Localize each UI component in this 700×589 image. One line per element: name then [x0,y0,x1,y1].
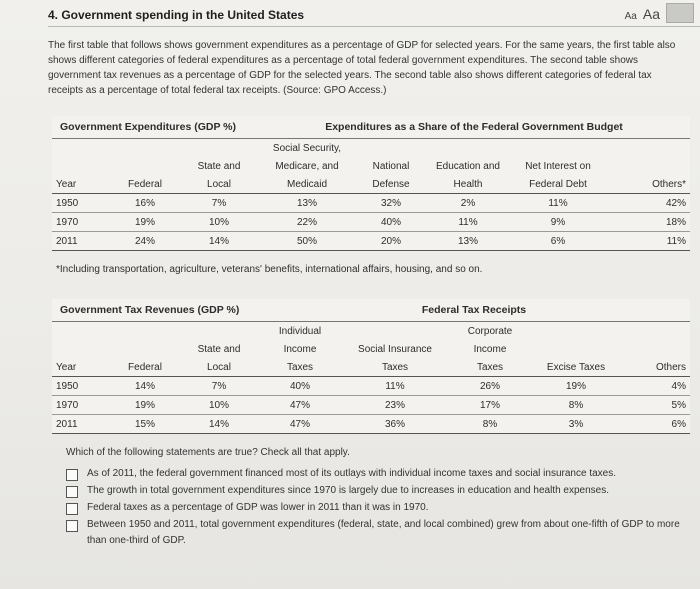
option-label: The growth in total government expenditures since 1970 is largely due to increases in education and health expenses. [87,485,609,496]
header-federal: Federal [110,358,180,377]
federal-budget-title: Expenditures as a Share of the Federal Government Budget [258,116,690,139]
cell-year: 1970 [52,396,110,415]
header-social-security-2: Medicare, and [275,161,339,172]
header-social-insurance-1: Social Insurance [358,344,432,355]
cell-state: 10% [180,213,258,232]
cell-education: 13% [426,232,510,251]
answer-option[interactable] [66,500,688,516]
header-social-insurance-2: Taxes [342,358,448,377]
cell-year: 2011 [52,415,110,434]
header-excise: Excise Taxes [532,358,620,377]
cell-interest: 6% [510,232,606,251]
font-size-controls [625,6,660,22]
header-corporate-1: Corporate [467,326,513,337]
header-defense-1: National [372,161,410,172]
cell-education: 11% [426,213,510,232]
header-education-1: Education and [436,161,500,172]
cell-state: 10% [180,396,258,415]
cell-social-insurance: 36% [342,415,448,434]
header-income-2: Income [283,344,317,355]
header-defense-2: Defense [356,175,426,194]
header-state-1: State and [197,344,241,355]
tax-revenues-table [52,299,690,434]
cell-corporate: 8% [448,415,532,434]
table-row [52,415,690,434]
option-label: Federal taxes as a percentage of GDP was lower in 2011 than it was in 1970. [87,502,429,513]
cell-interest: 9% [510,213,606,232]
cell-year: 2011 [52,232,110,251]
option-label: Between 1950 and 2011, total government expenditures (federal, state, and local combined) grew from about one-fifth of GDP to more than one-third of GDP. [87,519,680,546]
cell-corporate: 17% [448,396,532,415]
cell-others: 4% [620,377,690,396]
cell-others: 11% [606,232,690,251]
table-row [52,213,690,232]
cell-federal: 15% [110,415,180,434]
header-state-1: State and [197,161,241,172]
header-interest-2: Federal Debt [510,175,606,194]
checkbox[interactable] [66,486,78,498]
cell-others: 5% [620,396,690,415]
cell-federal: 19% [110,396,180,415]
increase-font-button[interactable]: Aa [642,6,660,22]
cell-state: 14% [180,232,258,251]
page-title: 4. Government spending in the United States [48,8,305,22]
table-row [52,232,690,251]
header-education-2: Health [426,175,510,194]
header-income-1: Individual [278,326,322,337]
cell-education: 2% [426,194,510,213]
cell-others: 42% [606,194,690,213]
cell-federal: 16% [110,194,180,213]
tax-revenues-gdp-title: Government Tax Revenues (GDP %) [52,299,258,322]
answer-option[interactable] [66,466,688,482]
header-state-2: Local [180,358,258,377]
checkbox[interactable] [66,469,78,481]
header-social-security-1: Social Security, [272,143,342,154]
option-label: As of 2011, the federal government financed most of its outlays with individual income taxes and social insurance taxes. [87,468,616,479]
header-federal: Federal [110,175,180,194]
header-social-security-3: Medicaid [258,175,356,194]
cell-others: 6% [620,415,690,434]
cell-income: 40% [258,377,342,396]
cell-federal: 24% [110,232,180,251]
cell-excise: 3% [532,415,620,434]
cell-social-security: 22% [258,213,356,232]
checkbox[interactable] [66,503,78,515]
header-interest-1: Net Interest on [525,161,591,172]
question-prompt: Which of the following statements are true? Check all that apply. [66,447,350,458]
federal-receipts-title: Federal Tax Receipts [258,299,690,322]
cell-corporate: 26% [448,377,532,396]
cell-state: 7% [180,194,258,213]
cell-state: 7% [180,377,258,396]
header-others: Others [620,358,690,377]
header-corporate-3: Taxes [448,358,532,377]
header-corporate-2: Income [473,344,507,355]
intro-paragraph: The first table that follows shows government expenditures as a percentage of GDP for selected years. For the same years, the first table also shows different categories of federal expenditures as a percentage of total federal government expenditures. The second table shows government tax revenues as a percentage of GDP for the selected years. The second table also shows different categories of federal tax receipts as a percentage of total federal tax receipts. (Source: GPO Access.) [48,40,676,96]
table-row [52,377,690,396]
cell-federal: 14% [110,377,180,396]
cell-excise: 19% [532,377,620,396]
cell-defense: 32% [356,194,426,213]
cell-defense: 20% [356,232,426,251]
cell-income: 47% [258,415,342,434]
table-row [52,396,690,415]
cell-social-insurance: 11% [342,377,448,396]
cell-social-security: 50% [258,232,356,251]
cell-year: 1970 [52,213,110,232]
answer-option[interactable] [66,517,688,549]
header-year: Year [52,358,110,377]
cell-interest: 11% [510,194,606,213]
answer-option[interactable] [66,483,688,499]
cell-income: 47% [258,396,342,415]
cell-year: 1950 [52,377,110,396]
checkbox[interactable] [66,520,78,532]
cell-year: 1950 [52,194,110,213]
cell-social-insurance: 23% [342,396,448,415]
expenditures-gdp-title: Government Expenditures (GDP %) [52,116,258,139]
expenditures-table [52,116,690,251]
header-state-2: Local [180,175,258,194]
cell-federal: 19% [110,213,180,232]
header-income-3: Taxes [258,358,342,377]
cell-state: 14% [180,415,258,434]
header-year: Year [52,175,110,194]
cell-others: 18% [606,213,690,232]
cell-defense: 40% [356,213,426,232]
header-others: Others* [606,175,690,194]
table-row [52,194,690,213]
cell-social-security: 13% [258,194,356,213]
answer-options [66,466,688,550]
calculator-icon[interactable] [666,3,694,23]
divider [48,26,700,27]
footnote: *Including transportation, agriculture, veterans' benefits, international affairs, housing, and so on. [56,264,483,275]
cell-excise: 8% [532,396,620,415]
decrease-font-button[interactable]: Aa [624,11,637,22]
